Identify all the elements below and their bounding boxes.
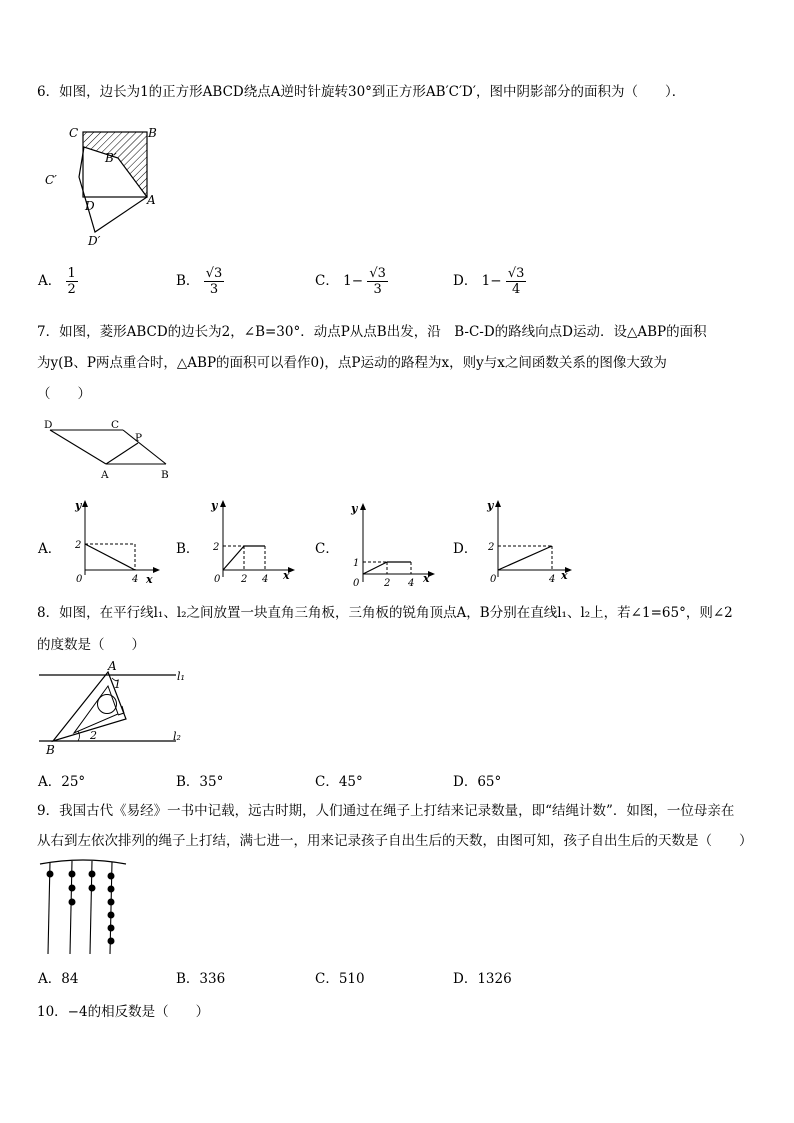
q6-option-c[interactable] <box>315 266 388 297</box>
q7-label-a: A <box>101 469 109 481</box>
q9-knot <box>108 938 115 945</box>
q6-option-d-num: √3 <box>507 266 525 281</box>
q9-option-d[interactable]: D．1326 <box>453 971 512 987</box>
q7-c-tick-x4: 4 <box>408 578 415 589</box>
q7-option-c-graph <box>345 500 440 590</box>
q6-option-c-letter: C． <box>315 273 339 289</box>
q6-option-d-den: 4 <box>511 282 521 297</box>
q7-d-ylabel: y <box>487 499 494 512</box>
q9-top-rope <box>40 860 126 864</box>
q7-label-p: P <box>135 432 143 444</box>
q9-knot <box>108 925 115 932</box>
q9-knot <box>108 912 115 919</box>
q6-option-a-fraction <box>66 266 78 297</box>
q7-line1: 7．如图，菱形ABCD的边长为2，∠B=30°．动点P从点B出发，沿 B-C-D的路线向点D运动．设△ABP的面积 <box>37 324 707 340</box>
q6-label-d: D <box>85 199 95 213</box>
q8-label-b: B <box>46 743 55 757</box>
q8-line1: 8．如图，在平行线l₁、l₂之间放置一块直角三角板，三角板的锐角顶点A，B分别在直线l₁、l₂上，若∠1=65°，则∠2 <box>37 605 733 621</box>
q6-option-c-fraction <box>367 266 388 297</box>
q6-option-d-letter: D． <box>453 273 478 289</box>
q7-d-tick-x: 4 <box>549 574 556 585</box>
q8-label-a: A <box>108 659 117 673</box>
q6-option-b[interactable] <box>176 266 224 297</box>
q7-a-ylabel: y <box>75 499 82 512</box>
q9-knot <box>108 899 115 906</box>
q7-c-tick-x2: 2 <box>384 578 391 589</box>
q7-d-origin: 0 <box>490 574 497 585</box>
q6-label-dprime: D′ <box>88 234 101 248</box>
q8-label-l1: l₁ <box>177 670 185 683</box>
q9-option-c[interactable]: C．510 <box>315 971 365 987</box>
q7-a-xlabel: x <box>146 573 153 586</box>
q9-knotted-ropes <box>38 856 133 958</box>
q8-figure <box>36 658 196 758</box>
q9-knot <box>108 886 115 893</box>
q9-knot <box>69 871 76 878</box>
q6-option-a[interactable] <box>38 266 78 297</box>
q6-label-c: C <box>69 126 79 140</box>
q7-b-origin: 0 <box>214 574 221 585</box>
q6-option-c-den: 3 <box>373 282 382 297</box>
q6-label-bprime: B′ <box>105 151 117 165</box>
q9-knot <box>89 885 96 892</box>
q7-b-ylabel: y <box>211 499 218 512</box>
q10-text: 10．−4的相反数是（ ） <box>37 1004 210 1020</box>
q6-option-b-fraction <box>204 266 225 297</box>
q6-option-b-den: 3 <box>209 282 219 297</box>
q6-option-b-num: √3 <box>205 266 223 281</box>
q7-c-origin: 0 <box>353 578 360 589</box>
q7-option-b-letter[interactable]: B． <box>176 541 200 557</box>
q7-option-a-graph <box>70 497 160 587</box>
q9-knot <box>69 899 76 906</box>
q6-label-b: B <box>148 126 157 140</box>
q8-option-a[interactable]: A．25° <box>38 774 86 790</box>
q6-figure <box>40 122 170 250</box>
q7-b-tick-x4: 4 <box>262 574 269 585</box>
q7-line2: 为y(B、P两点重合时，△ABP的面积可以看作0)，点P运动的路程为x，则y与x之间函数关系的图像大致为 <box>37 355 667 371</box>
q8-label-l2: l₂ <box>173 730 181 743</box>
q6-label-cprime: C′ <box>45 173 57 187</box>
q9-knot <box>69 885 76 892</box>
q7-a-tick-y: 2 <box>75 540 82 551</box>
q7-a-tick-x: 4 <box>132 574 139 585</box>
q8-label-angle2: 2 <box>90 729 97 742</box>
q8-triangle-inner <box>74 686 118 733</box>
q7-figure <box>40 415 180 483</box>
q7-d-xlabel: x <box>561 569 568 582</box>
q7-label-d: D <box>44 419 53 431</box>
q6-text: 6．如图，边长为1的正方形ABCD绕点A逆时针旋转30°到正方形AB′C′D′，图中阴影部分的面积为（ ）． <box>37 84 686 100</box>
q8-line2: 的度数是（ ） <box>37 637 145 653</box>
q9-option-a[interactable]: A．84 <box>38 971 79 987</box>
q7-line3: （ ） <box>37 386 91 402</box>
q9-option-b[interactable]: B．336 <box>176 971 226 987</box>
q7-b-tick-y: 2 <box>213 542 220 553</box>
q6-option-c-prefix: 1− <box>343 273 364 289</box>
q6-option-a-letter: A． <box>38 273 62 289</box>
q7-a-origin: 0 <box>76 574 83 585</box>
q6-option-b-letter: B． <box>176 273 200 289</box>
q7-option-d-letter[interactable]: D． <box>453 541 478 557</box>
q9-knot <box>47 871 54 878</box>
q6-option-a-den: 2 <box>67 282 76 297</box>
q9-line2: 从右到左依次排列的绳子上打结，满七进一，用来记录孩子自出生后的天数，由图可知，孩子自出生后的天数是（ ） <box>37 833 753 849</box>
q7-c-xlabel: x <box>423 572 430 585</box>
q9-knot <box>108 873 115 880</box>
q8-protractor-hole <box>98 695 117 714</box>
q6-option-d-fraction <box>506 266 527 297</box>
q8-option-b[interactable]: B．35° <box>176 774 224 790</box>
q7-b-xlabel: x <box>283 569 290 582</box>
q7-c-ylabel: y <box>351 502 358 515</box>
q7-c-tick-y: 1 <box>353 558 360 569</box>
q7-label-b: B <box>161 469 169 481</box>
q9-knot <box>89 871 96 878</box>
q8-label-angle1: 1 <box>114 678 121 691</box>
q6-option-d[interactable] <box>453 266 526 297</box>
q6-label-a: A <box>147 193 156 207</box>
q7-option-d-graph <box>482 497 577 587</box>
q7-option-b-graph <box>205 497 300 587</box>
q7-label-c: C <box>111 419 120 431</box>
q7-b-tick-x2: 2 <box>241 574 248 585</box>
q8-option-d[interactable]: D．65° <box>453 774 502 790</box>
q6-option-d-prefix: 1− <box>481 273 502 289</box>
q8-option-c[interactable]: C．45° <box>315 774 363 790</box>
q6-option-a-num: 1 <box>67 266 76 281</box>
q9-line1: 9．我国古代《易经》一书中记载，远古时期，人们通过在绳子上打结来记录数量，即“结绳计数”．如图，一位母亲在 <box>37 803 735 819</box>
q6-option-c-num: √3 <box>369 266 386 281</box>
q7-d-tick-y: 2 <box>488 542 495 553</box>
q7-option-c-letter[interactable]: C． <box>315 541 339 557</box>
q7-option-a-letter[interactable]: A． <box>38 541 62 557</box>
